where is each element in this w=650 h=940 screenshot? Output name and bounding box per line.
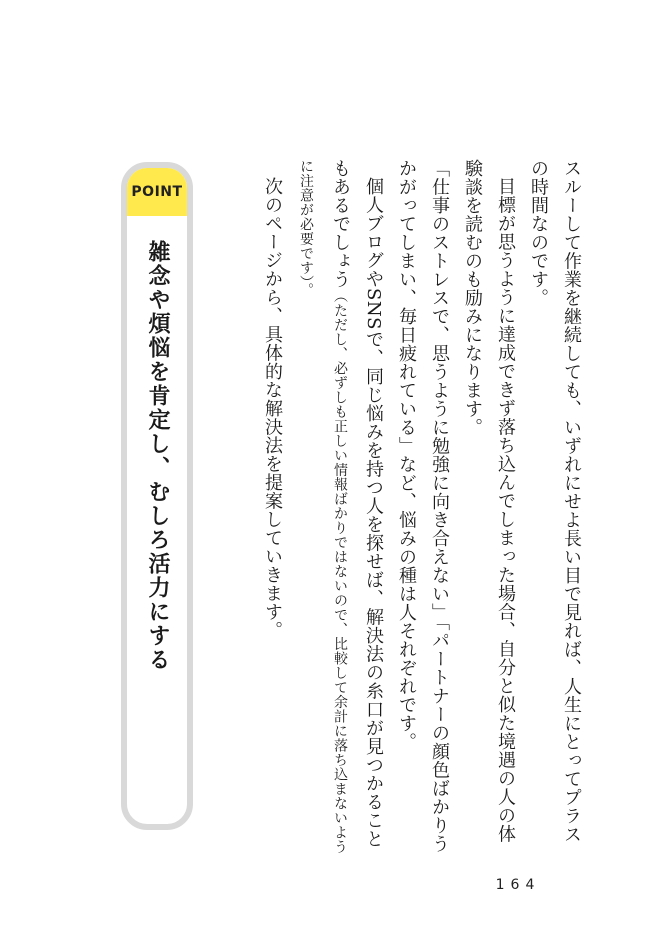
body-text <box>208 159 588 859</box>
paragraph-4-main: 個人ブログやSNSで、同じ悩みを持つ人を探せば、解決法の糸口が見つかることもあるでしょう <box>330 159 384 848</box>
paragraph-4 <box>289 159 390 859</box>
page-number: 164 <box>495 877 541 893</box>
paragraph-5: 次のページから、具体的な解決法を提案していきます。 <box>262 177 283 640</box>
paragraph-3: 「仕事のストレスで、思うように勉強に向き合えない」「パートナーの顔色ばかりうかがってしまい、毎日疲れている」など、悩みの種は人それぞれです。 <box>396 159 450 853</box>
paragraph-1: スルーして作業を継続しても、いずれにせよ長い目で見れば、人生にとってプラスの時間なのです。 <box>528 159 582 844</box>
point-title: 雑念や煩悩を肯定し、むしろ活力にする <box>145 240 170 672</box>
point-box <box>121 162 193 830</box>
paragraph-2: 目標が思うように達成できず落ち込んでしまった場合、自分と似た境遇の人の体験談を読むのも励みになります。 <box>462 159 516 843</box>
point-label: POINT <box>127 168 187 216</box>
paragraph-4-note: （ただし、必ずしも正しい情報ばかりではないので、比較して余計に落ち込まないように注意が必要です）。 <box>298 159 348 854</box>
